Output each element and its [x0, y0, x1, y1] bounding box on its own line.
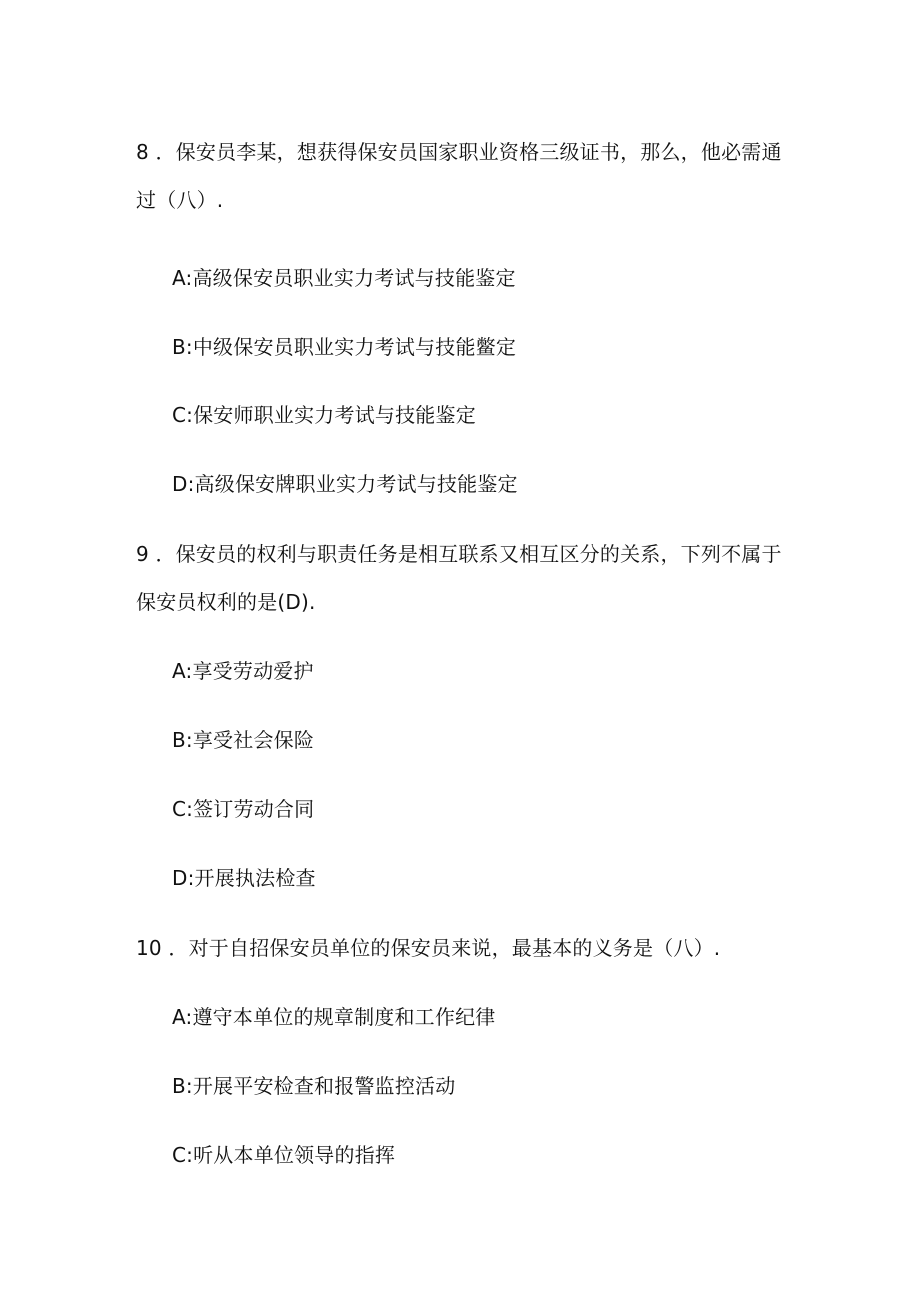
question-10-option-c: C:听从本单位领导的指挥	[172, 1143, 396, 1167]
question-9-option-d: D:开展执法检查	[172, 866, 316, 890]
question-8-option-a: A:高级保安员职业实力考试与技能鉴定	[172, 266, 516, 290]
question-8-option-b: B:中级保安员职业实力考试与技能鳖定	[172, 335, 517, 359]
question-8-option-d: D:高级保安牌职业实力考试与技能鉴定	[172, 472, 518, 496]
question-9-option-a: A:享受劳动爱护	[172, 659, 314, 683]
question-10-text-line-1: 10 ．对于自招保安员单位的保安员来说，最基本的义务是（八）.	[136, 936, 721, 960]
question-9-option-b: B:享受社会保险	[172, 728, 315, 752]
question-9-text-line-1: 9 ．保安员的权利与职责任务是相互联系又相互区分的关系，下列不属于	[136, 542, 782, 566]
question-9-text-line-2: 保安员权利的是(D).	[136, 590, 316, 614]
question-8-text-line-1: 8 ．保安员李某，想获得保安员国家职业资格三级证书，那么，他必需通	[136, 140, 782, 164]
question-8-option-c: C:保安师职业实力考试与技能鉴定	[172, 403, 476, 427]
question-8-text-line-2: 过（八）.	[136, 188, 224, 212]
question-10-option-b: B:开展平安检查和报警监控活动	[172, 1074, 456, 1098]
question-9-option-c: C:签订劳动合同	[172, 797, 315, 821]
question-10-option-a: A:遵守本单位的规章制度和工作纪律	[172, 1005, 496, 1029]
